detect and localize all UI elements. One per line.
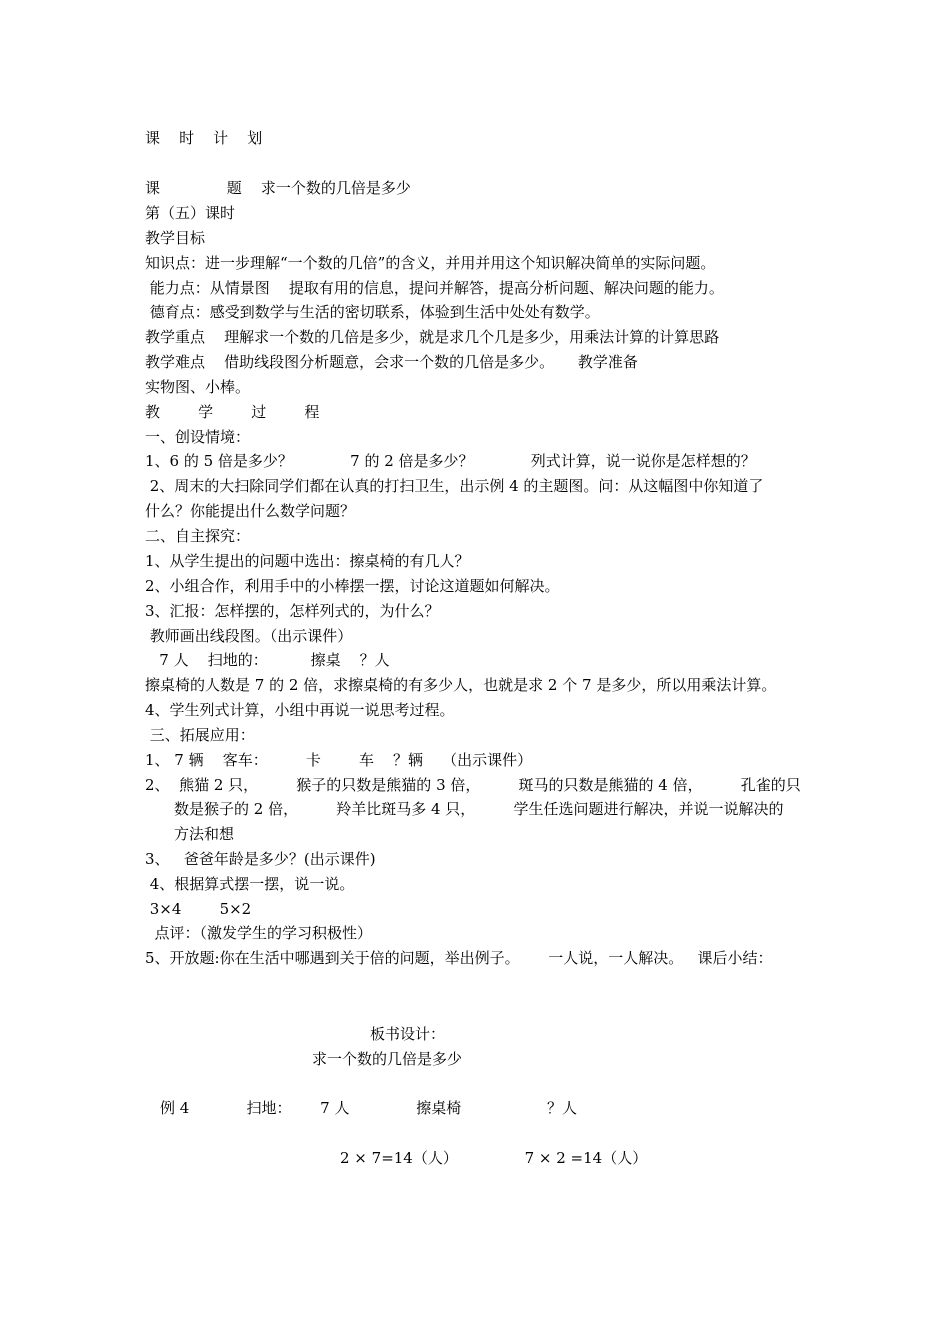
text-line: 4、学生列式计算，小组中再说一说思考过程。 (145, 701, 455, 719)
section-heading: 教学目标 (145, 229, 206, 247)
text-line: 7 人 扫地的： 擦桌 ？人 (145, 651, 390, 669)
teaching-difficulty: 教学难点 借助线段图分析题意，会求一个数的几倍是多少。 教学准备 (145, 353, 638, 371)
text-line: 方法和想 (174, 825, 235, 843)
text-line: 点评：（激发学生的学习积极性） (145, 924, 373, 942)
text-line: 2、周末的大扫除同学们都在认真的打扫卫生，出示例 4 的主题图。问：从这幅图中你知道了 (145, 477, 764, 495)
text-line: 3、汇报：怎样摆的，怎样列式的，为什么？ (145, 602, 440, 620)
teaching-focus: 教学重点 理解求一个数的几倍是多少，就是求几个几是多少，用乘法计算的计算思路 (145, 328, 720, 346)
text-line: 2、小组合作，利用手中的小棒摆一摆，讨论这道题如何解决。 (145, 577, 560, 595)
board-formulas: 2 × 7=14（人） 7 × 2 =14（人） (340, 1149, 648, 1167)
doc-title: 课 时 计 划 (145, 129, 263, 147)
section-heading: 二、自主探究： (145, 527, 251, 545)
text-line: 什么？你能提出什么数学问题？ (145, 502, 356, 520)
section-heading: 教 学 过 程 (145, 403, 320, 421)
text-line: 2、 熊猫 2 只， 猴子的只数是熊猫的 3 倍， 斑马的只数是熊猫的 4 倍， 孔雀的只 (145, 776, 801, 794)
text-line: 5、开放题:你在生活中哪遇到关于倍的问题，举出例子。 一人说，一人解决。 课后小结： (145, 949, 773, 967)
text-line: 数是猴子的 2 倍， 羚羊比斑马多 4 只， 学生任选问题进行解决，并说一说解决的 (174, 800, 784, 818)
text-line: 1、6 的 5 倍是多少？ 7 的 2 倍是多少？ 列式计算，说一说你是怎样想的？ (145, 452, 756, 470)
teaching-materials: 实物图、小棒。 (145, 378, 251, 396)
board-design-title: 板书设计： (370, 1025, 446, 1043)
lesson-topic: 课 题 求一个数的几倍是多少 (145, 179, 411, 197)
text-line: 教师画出线段图。（出示课件） (145, 627, 353, 645)
text-line: 1、 7 辆 客车： 卡 车 ？辆 （出示课件） (145, 751, 533, 769)
lesson-period: 第（五）课时 (145, 204, 236, 222)
formula-line: 3×4 5×2 (145, 900, 252, 918)
board-design-subtitle: 求一个数的几倍是多少 (312, 1050, 463, 1068)
knowledge-point: 知识点：进一步理解“一个数的几倍”的含义，并用并用这个知识解决简单的实际问题。 (145, 254, 716, 272)
text-line: 3、 爸爸年龄是多少？(出示课件) (145, 850, 376, 868)
text-line: 1、从学生提出的问题中选出：擦桌椅的有几人？ (145, 552, 470, 570)
ability-point: 能力点：从情景图 提取有用的信息，提问并解答，提高分析问题、解决问题的能力。 (145, 279, 724, 297)
section-heading: 一、创设情境： (145, 428, 251, 446)
text-line: 4、根据算式摆一摆，说一说。 (145, 875, 355, 893)
text-line: 擦桌椅的人数是 7 的 2 倍，求擦桌椅的有多少人，也就是求 2 个 7 是多少，所以用乘法计算。 (145, 676, 777, 694)
section-heading: 三、拓展应用： (145, 726, 255, 744)
moral-point: 德育点：感受到数学与生活的密切联系，体验到生活中处处有数学。 (145, 303, 600, 321)
board-example: 例 4 扫地： 7 人 擦桌椅 ？人 (160, 1099, 578, 1117)
